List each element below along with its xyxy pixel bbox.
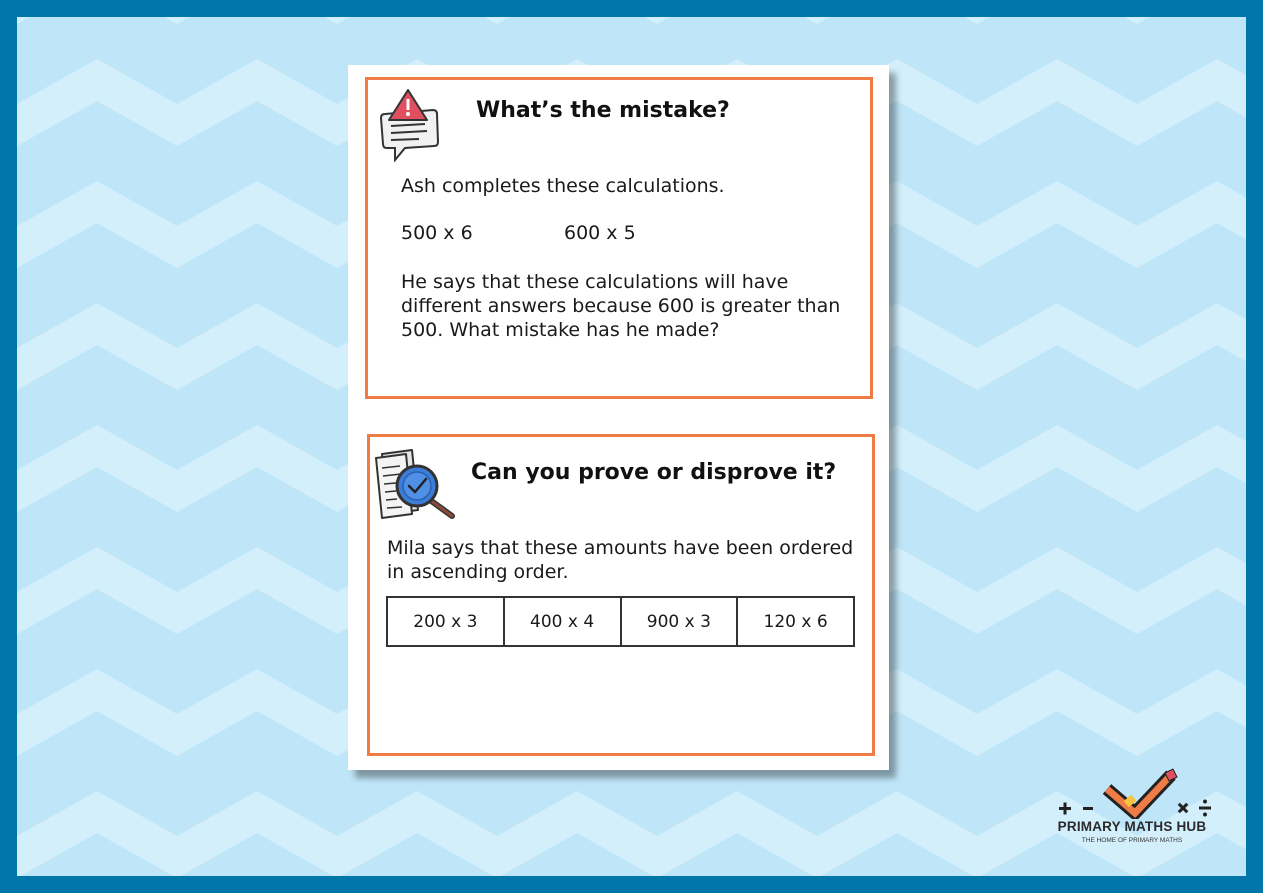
card-title: Can you prove or disprove it? bbox=[471, 460, 837, 485]
worksheet-page bbox=[348, 65, 889, 770]
calculation-a: 500 x 6 bbox=[401, 222, 473, 244]
table-row bbox=[387, 597, 854, 646]
primary-maths-hub-logo bbox=[1047, 767, 1237, 857]
amounts-table bbox=[386, 596, 855, 647]
amount-cell: 400 x 4 bbox=[504, 597, 621, 646]
intro-text: Ash completes these calculations. bbox=[401, 175, 725, 197]
prove-or-disprove-card bbox=[367, 434, 875, 756]
amount-cell: 900 x 3 bbox=[621, 597, 738, 646]
card-title: What’s the mistake? bbox=[476, 98, 730, 123]
question-text: He says that these calculations will have different answers because 600 is greater than 500. What mistake has he made? bbox=[401, 271, 841, 341]
statement-text: Mila says that these amounts have been ordered in ascending order. bbox=[387, 537, 854, 583]
amount-cell: 200 x 3 bbox=[387, 597, 504, 646]
logo-brand-text: PRIMARY MATHS HUB bbox=[1057, 819, 1207, 834]
logo-tagline: THE HOME OF PRIMARY MATHS bbox=[1081, 837, 1183, 844]
chevron-band bbox=[17, 17, 1246, 24]
document-magnifier-check-icon bbox=[372, 448, 458, 520]
warning-speech-bubble-icon bbox=[375, 84, 441, 162]
maths-symbols-check-icon bbox=[1055, 767, 1215, 819]
background-frame bbox=[17, 17, 1246, 876]
calculation-b: 600 x 5 bbox=[564, 222, 636, 244]
whats-the-mistake-card bbox=[365, 77, 873, 399]
amount-cell: 120 x 6 bbox=[737, 597, 854, 646]
